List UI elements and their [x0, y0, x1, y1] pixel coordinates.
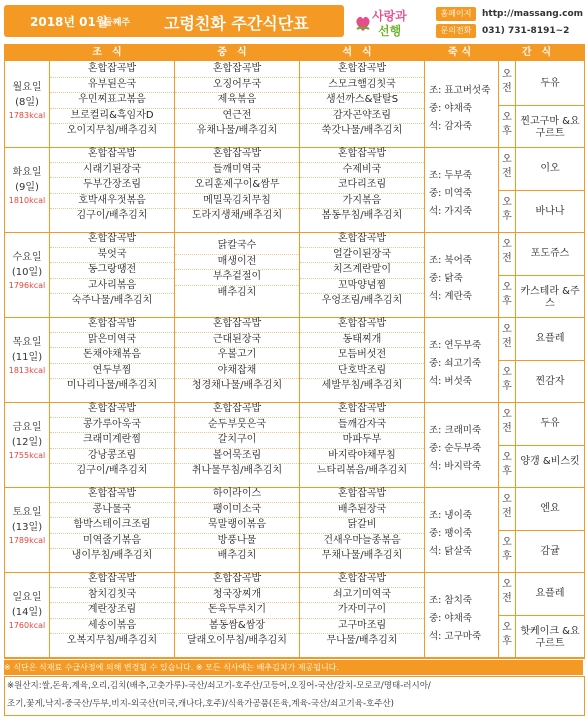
menu-item: 오징어무국 [175, 78, 299, 94]
snack-pm-value: 핫케이크 &요구르트 [520, 625, 580, 649]
menu-item: 혼합잡곡밥 [175, 62, 299, 78]
menu-item: 콩나물국 [50, 503, 174, 519]
menu-item: 고구마조림 [300, 619, 424, 635]
menu-item: 달래오이무침/배추김치 [187, 635, 287, 646]
menu-item: 무나물/배추김치 [326, 635, 398, 646]
menu-item: 도라지생채/배추김치 [191, 210, 283, 221]
snack-divider [499, 105, 584, 106]
day-kcal: 1810kcal [8, 196, 46, 205]
menu-item: 돈채야채볶음 [50, 348, 174, 364]
porridge-item: 조: 두부죽 [429, 170, 472, 181]
snack-label-char: 전 [502, 83, 512, 94]
day-name: 목요일 [12, 337, 42, 348]
menu-item: 혼합잡곡밥 [50, 572, 174, 588]
menu-item: 미나리나물/배추김치 [66, 380, 158, 391]
snack-am-label [499, 493, 515, 521]
menu-item: 오리훈제구이&쌈무 [175, 178, 299, 194]
snack-pm-label [499, 281, 515, 309]
snack-label-char: 오 [502, 494, 512, 505]
menu-item: 청국장찌개 [175, 588, 299, 604]
menu-item: 들깨감자국 [300, 418, 424, 434]
snack-label-char: 전 [502, 168, 512, 179]
menu-item: 봄동쌈&쌈장 [175, 619, 299, 635]
menu-item: 혼합잡곡밥 [175, 402, 299, 418]
column-divider [515, 45, 516, 658]
snack-pm-value: 찐감자 [535, 375, 565, 387]
menu-item: 크래미계란찜 [50, 433, 174, 449]
menu-item: 미역줄기볶음 [50, 534, 174, 550]
menu-item: 유채나물/배추김치 [196, 125, 278, 136]
porridge-item: 중: 야채죽 [429, 613, 472, 624]
menu-item: 콩가루아욱국 [50, 418, 174, 434]
snack-pm-label [499, 196, 515, 224]
snack-label-char: 오 [502, 69, 512, 80]
day-date: (8일) [15, 97, 39, 108]
porridge-item: 중: 순두부죽 [429, 443, 482, 454]
snack-label-char: 전 [502, 508, 512, 519]
snack-am-value: 포도쥬스 [530, 248, 570, 259]
snack-label-char: 오 [502, 324, 512, 335]
day-date: (12일) [11, 437, 43, 448]
day-date: (10일) [11, 267, 43, 278]
menu-item: 참치김칫국 [50, 588, 174, 604]
contact-info [436, 7, 586, 41]
homepage-link[interactable]: http://massang.com [482, 9, 584, 19]
lunch-cell [175, 402, 299, 479]
porridge-item: 석: 버섯죽 [429, 376, 472, 387]
porridge-item: 조: 연두부죽 [429, 340, 482, 351]
contact-label: 문의전화 [436, 24, 476, 38]
menu-item: 호박새우젓볶음 [50, 194, 174, 210]
snack-divider [499, 615, 584, 616]
breakfast-cell [50, 147, 174, 224]
origin-line1: ※원산지:쌀,돈육,계육,오리,김치(배추,고춧가루)-국산/쇠고기-호주산/고등어,오징어-국산/갈치-모로코/명태-러시아/ [7, 681, 431, 691]
snack-label-char: 전 [502, 593, 512, 604]
menu-item: 닭칼국수 [175, 239, 299, 255]
snack-label-char: 후 [502, 210, 512, 222]
column-divider [424, 45, 425, 658]
header-date: 2018년 01월 [30, 15, 108, 29]
menu-item: 청경채나물/배추김치 [191, 380, 283, 391]
snack-am-label [499, 238, 515, 266]
snack-pm-value: 카스테라 &주스 [520, 285, 580, 309]
lunch-cell [175, 147, 299, 224]
menu-item: 우민찌표고볶음 [50, 93, 174, 109]
snack-pm-label [499, 366, 515, 394]
snack-am-value: 이오 [540, 163, 560, 174]
snack-label-char: 전 [502, 423, 512, 434]
menu-item: 고사리볶음 [50, 279, 174, 295]
porridge-item: 석: 바지락죽 [429, 461, 482, 472]
logo-line1: 사랑과 [372, 9, 407, 23]
snack-am-label [499, 408, 515, 436]
breakfast-cell [50, 232, 174, 309]
menu-item: 팽이미소국 [175, 503, 299, 519]
snack-label-char: 후 [502, 550, 512, 562]
menu-item: 묵말랭이볶음 [175, 518, 299, 534]
menu-item: 단호박조림 [300, 364, 424, 380]
snack-label-char: 오 [502, 239, 512, 250]
lunch-cell [175, 487, 299, 564]
logo [354, 7, 434, 39]
menu-item: 수제비국 [300, 163, 424, 179]
menu-item: 얼갈이된장국 [300, 248, 424, 264]
menu-item: 숙주나물/배추김치 [71, 295, 153, 306]
menu-item: 배추김치 [217, 550, 257, 561]
menu-item: 혼합잡곡밥 [300, 317, 424, 333]
menu-item: 혼합잡곡밥 [300, 572, 424, 588]
day-date: (14일) [11, 607, 43, 618]
snack-label-char: 전 [502, 338, 512, 349]
lunch-cell [175, 62, 299, 139]
menu-item: 오이지무침/배추김치 [66, 125, 158, 136]
day-name: 금요일 [12, 422, 42, 433]
menu-item: 연두부찜 [50, 364, 174, 380]
menu-item: 오복지무침/배추김치 [66, 635, 158, 646]
menu-item: 마파두부 [300, 433, 424, 449]
breakfast-cell [50, 402, 174, 479]
snack-label-char: 오 [502, 366, 512, 378]
day-name: 화요일 [12, 167, 42, 178]
menu-item: 배추된장국 [300, 503, 424, 519]
day-kcal: 1789kcal [8, 536, 46, 545]
snack-pm-value: 감귤 [540, 545, 560, 557]
header [4, 4, 583, 40]
snack-label-char: 오 [502, 196, 512, 208]
snack-pm-value: 양갱 &비스킷 [520, 455, 580, 467]
menu-item: 강낭콩조림 [50, 449, 174, 465]
menu-item: 쑥갓나물/배추김치 [321, 125, 403, 136]
menu-item: 매생이전 [175, 255, 299, 271]
porridge-item: 중: 팽이죽 [429, 528, 472, 539]
snack-label-char: 오 [502, 111, 512, 123]
porridge-item: 석: 감자죽 [429, 121, 472, 132]
day-name: 월요일 [12, 82, 42, 93]
snack-divider [499, 445, 584, 446]
porridge-item: 석: 계란죽 [429, 291, 472, 302]
menu-item: 혼합잡곡밥 [300, 402, 424, 418]
snack-am-value: 두유 [540, 418, 560, 429]
menu-item: 동그랑땡전 [50, 263, 174, 279]
menu-item: 브로컬리&흑임자D [50, 109, 174, 125]
menu-item: 혼합잡곡밥 [300, 232, 424, 248]
dinner-cell [300, 487, 424, 564]
snack-pm-label [499, 111, 515, 139]
menu-item: 건새우마늘종볶음 [300, 534, 424, 550]
menu-item: 시래기된장국 [50, 163, 174, 179]
menu-item: 맑은미역국 [50, 333, 174, 349]
title-bar [4, 5, 344, 37]
menu-item: 볼어묵조림 [175, 449, 299, 465]
snack-am-value: 요플레 [535, 588, 565, 599]
header-week: 둘째주 [104, 18, 131, 28]
menu-item: 쇠고기미역국 [300, 588, 424, 604]
homepage-label: 홈페이지 [436, 7, 476, 21]
porridge-item: 조: 참치죽 [429, 595, 472, 606]
snack-label-char: 후 [502, 465, 512, 477]
menu-item: 두부간장조림 [50, 178, 174, 194]
snack-pm-label [499, 621, 515, 649]
menu-item: 혼합잡곡밥 [300, 487, 424, 503]
breakfast-cell [50, 487, 174, 564]
menu-item: 혼합잡곡밥 [175, 317, 299, 333]
day-name: 수요일 [12, 252, 42, 263]
menu-item: 치즈계란말이 [300, 263, 424, 279]
col-dinner: 석식 [300, 45, 424, 61]
snack-label-char: 후 [502, 295, 512, 307]
menu-item: 부추겉절이 [175, 270, 299, 286]
menu-item: 혼합잡곡밥 [50, 232, 174, 248]
menu-item: 느타리볶음/배추김치 [316, 465, 408, 476]
menu-item: 혼합잡곡밥 [50, 147, 174, 163]
menu-item: 함박스테이크조림 [50, 518, 174, 534]
menu-item: 가지볶음 [300, 194, 424, 210]
menu-item: 돈육두루치기 [175, 603, 299, 619]
snack-label-char: 오 [502, 451, 512, 463]
menu-item: 갈치구이 [175, 433, 299, 449]
snack-label-char: 후 [502, 125, 512, 137]
porridge-item: 석: 가지죽 [429, 206, 472, 217]
menu-item: 혼합잡곡밥 [50, 317, 174, 333]
col-snack: 간식 [499, 45, 584, 61]
snack-divider [499, 190, 584, 191]
snack-label-char: 오 [502, 154, 512, 165]
column-divider [174, 45, 175, 658]
dinner-cell [300, 147, 424, 224]
col-porridge: 죽식 [425, 45, 498, 61]
snack-label-char: 오 [502, 409, 512, 420]
menu-item: 우볼고기 [175, 348, 299, 364]
origin-note [4, 676, 585, 716]
menu-item: 혼합잡곡밥 [175, 147, 299, 163]
snack-label-char: 오 [502, 579, 512, 590]
snack-am-label [499, 578, 515, 606]
menu-item: 가자미구이 [300, 603, 424, 619]
breakfast-cell [50, 317, 174, 394]
porridge-item: 조: 표고버섯죽 [429, 85, 491, 96]
menu-item: 바지락야채무침 [300, 449, 424, 465]
day-date: (13일) [11, 522, 43, 533]
day-date: (9일) [15, 182, 39, 193]
menu-item: 동태찌개 [300, 333, 424, 349]
day-date: (11일) [11, 352, 43, 363]
porridge-item: 중: 쇠고기죽 [429, 358, 482, 369]
porridge-item: 중: 야채죽 [429, 103, 472, 114]
column-divider [49, 45, 50, 658]
menu-item: 모듬버섯전 [300, 348, 424, 364]
menu-item: 유부된은국 [50, 78, 174, 94]
menu-item: 봄동무침/배추김치 [321, 210, 403, 221]
logo-line2: 선행 [378, 24, 402, 38]
menu-item: 닭갈비 [300, 518, 424, 534]
column-divider [299, 45, 300, 658]
snack-pm-value: 바나나 [535, 205, 565, 217]
dinner-cell [300, 572, 424, 649]
menu-item: 계란장조림 [50, 603, 174, 619]
heart-hands-icon [354, 13, 372, 33]
menu-item: 연근전 [175, 109, 299, 125]
menu-item: 세발무침/배추김치 [321, 380, 403, 391]
menu-item: 혼합잡곡밥 [50, 402, 174, 418]
menu-item: 야채잡채 [175, 364, 299, 380]
porridge-item: 조: 크래미죽 [429, 425, 482, 436]
snack-divider [499, 275, 584, 276]
page-title: 고령친화 주간식단표 [164, 14, 309, 33]
lunch-cell [175, 572, 299, 649]
menu-item: 혼합잡곡밥 [300, 147, 424, 163]
snack-label-char: 전 [502, 253, 512, 264]
snack-divider [499, 530, 584, 531]
snack-am-value: 요플레 [535, 333, 565, 344]
day-name: 토요일 [12, 507, 42, 518]
menu-item: 혼합잡곡밥 [50, 487, 174, 503]
porridge-item: 조: 냉이죽 [429, 510, 472, 521]
menu-table [4, 44, 585, 659]
snack-pm-value: 찐고구마 &요구르트 [520, 115, 580, 139]
snack-label-char: 오 [502, 536, 512, 548]
snack-am-label [499, 153, 515, 181]
col-lunch: 중식 [175, 45, 299, 61]
menu-item: 김구이/배추김치 [76, 465, 148, 476]
dinner-cell [300, 317, 424, 394]
menu-item: 스모크햄김칫국 [300, 78, 424, 94]
menu-item: 혼합잡곡밥 [175, 572, 299, 588]
menu-item: 무채나물/배추김치 [321, 550, 403, 561]
snack-am-label [499, 323, 515, 351]
menu-item: 근대된장국 [175, 333, 299, 349]
menu-item: 냉이무침/배추김치 [71, 550, 153, 561]
day-kcal: 1783kcal [8, 111, 46, 120]
menu-item: 꼬막양념찜 [300, 279, 424, 295]
menu-item: 감자곤약조림 [300, 109, 424, 125]
snack-am-value: 엔요 [540, 503, 560, 514]
note-substitution: ※ 식단은 식재료 수급사정에 의해 변경될 수 있습니다. ※ 모든 식사에는 배추김치가 제공됩니다. [4, 660, 583, 675]
menu-item: 북엇국 [50, 248, 174, 264]
menu-item: 혼합잡곡밥 [300, 62, 424, 78]
snack-pm-label [499, 451, 515, 479]
porridge-item: 중: 닭죽 [429, 273, 463, 284]
menu-item: 메밀묵김치무침 [175, 194, 299, 210]
day-name: 일요일 [12, 592, 42, 603]
origin-line2: 조기,꽃게,낙지-중국산/두부,비지-외국산(미국,캐나다,호주)/식육가공품(돈육,계육-국산/쇠고기육-호주산) [7, 699, 394, 709]
day-kcal: 1813kcal [8, 366, 46, 375]
menu-item: 코다리조림 [300, 178, 424, 194]
day-kcal: 1796kcal [8, 281, 46, 290]
menu-item: 순두부뭇은국 [175, 418, 299, 434]
menu-item: 배추김치 [217, 286, 257, 298]
breakfast-cell [50, 62, 174, 139]
lunch-cell [175, 232, 299, 300]
contact-phone: 031) 731-8191~2 [482, 26, 570, 36]
menu-item: 제육볶음 [175, 93, 299, 109]
porridge-item: 조: 북어죽 [429, 255, 472, 266]
column-divider [498, 45, 499, 658]
porridge-item: 석: 고구마죽 [429, 631, 482, 642]
menu-item: 방풍나물 [175, 534, 299, 550]
day-kcal: 1755kcal [8, 451, 46, 460]
snack-am-value: 두유 [540, 78, 560, 89]
porridge-item: 석: 닭살죽 [429, 546, 472, 557]
menu-item: 혼합잡곡밥 [50, 62, 174, 78]
day-kcal: 1760kcal [8, 621, 46, 630]
dinner-cell [300, 402, 424, 479]
snack-pm-label [499, 536, 515, 564]
menu-item: 세송이볶음 [50, 619, 174, 635]
snack-label-char: 후 [502, 635, 512, 647]
menu-item: 김구이/배추김치 [76, 210, 148, 221]
porridge-item: 중: 미역죽 [429, 188, 472, 199]
menu-item: 생선까스&탈탈S [300, 93, 424, 109]
menu-item: 하이라이스 [175, 487, 299, 503]
snack-am-label [499, 68, 515, 96]
dinner-cell [300, 232, 424, 309]
menu-item: 취나물무침/배추김치 [191, 465, 283, 476]
dinner-cell [300, 62, 424, 139]
lunch-cell [175, 317, 299, 394]
snack-label-char: 후 [502, 380, 512, 392]
menu-item: 들깨미역국 [175, 163, 299, 179]
snack-label-char: 오 [502, 621, 512, 633]
snack-divider [499, 360, 584, 361]
breakfast-cell [50, 572, 174, 649]
menu-item: 우엉조림/배추김치 [321, 295, 403, 306]
col-breakfast: 조식 [50, 45, 174, 61]
snack-label-char: 오 [502, 281, 512, 293]
